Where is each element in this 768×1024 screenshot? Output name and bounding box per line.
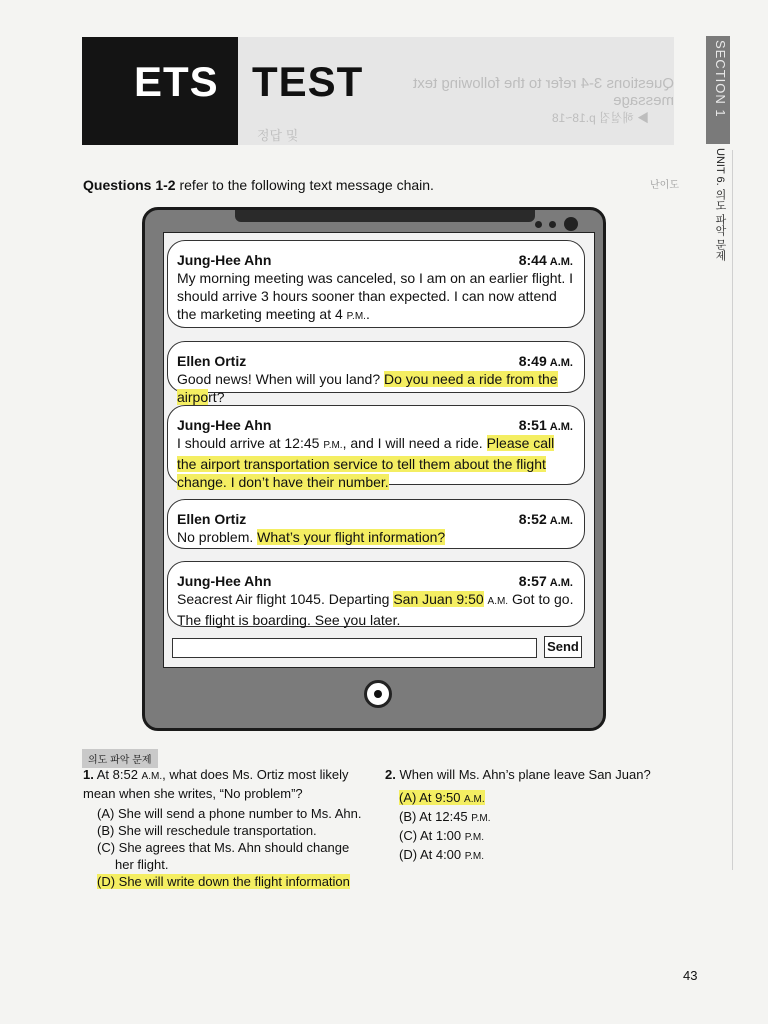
option-a[interactable]: (A) She will send a phone number to Ms. Ahn. xyxy=(97,806,362,821)
ghost-text: Questions 3-4 refer to the following text message xyxy=(413,75,674,109)
sender-name: Jung-Hee Ahn xyxy=(177,417,272,433)
question-1-stem: 1. At 8:52 A.M., what does Ms. Ortiz most likely mean when she writes, “No problem”? xyxy=(83,767,349,801)
message-text: I should arrive at 12:45 P.M., and I will need a ride. Please call the airport transportation service to tell them about the flight change. I don’t have their number. xyxy=(177,435,555,490)
question-type-tag: 의도 파악 문제 xyxy=(82,749,158,768)
message-bubble xyxy=(167,341,585,405)
camera-lens-icon xyxy=(564,217,578,231)
page-number: 43 xyxy=(683,968,698,983)
question-2-stem: 2. When will Ms. Ahn’s plane leave San Juan? xyxy=(385,767,651,782)
message-text: Good news! When will you land? Do you need a ride from the airport? xyxy=(177,371,558,405)
message-text: My morning meeting was canceled, so I am on an earlier flight. I should arrive 3 hours sooner than expected. I can now attend the marketing meeting at 4 P.M.. xyxy=(177,270,574,322)
questions-range: Questions 1-2 xyxy=(83,177,176,193)
ghost-small: 정답 및 xyxy=(257,128,299,143)
message-text: No problem. What’s your flight information? xyxy=(177,529,446,545)
message-bubble xyxy=(167,561,585,627)
message-input[interactable] xyxy=(172,638,537,658)
intro-text: refer to the following text message chain. xyxy=(175,177,434,193)
sender-name: Ellen Ortiz xyxy=(177,511,247,527)
sender-name: Ellen Ortiz xyxy=(177,353,247,369)
camera-dot-icon xyxy=(535,221,542,228)
option-b[interactable]: (B) She will reschedule transportation. xyxy=(97,823,317,838)
message-text: Seacrest Air flight 1045. Departing San Juan 9:50 A.M. Got to go. The flight is boarding. See you later. xyxy=(177,591,574,628)
questions-intro xyxy=(83,177,434,193)
phone-speaker xyxy=(235,210,535,222)
home-button-dot-icon xyxy=(374,690,382,698)
difficulty-note: 난이도 xyxy=(650,180,679,191)
option-d[interactable]: (D) At 4:00 P.M. xyxy=(399,847,485,862)
message-time: 8:51 A.M. xyxy=(518,417,573,433)
option-d[interactable]: (D) She will write down the flight information xyxy=(97,874,350,889)
sender-name: Jung-Hee Ahn xyxy=(177,252,272,268)
message-time: 8:52 A.M. xyxy=(518,511,573,527)
option-c-continued: her flight. xyxy=(115,857,169,872)
message-time: 8:57 A.M. xyxy=(518,573,573,589)
option-c[interactable]: (C) She agrees that Ms. Ahn should change xyxy=(97,840,350,855)
ghost-badge: ▶ 해설집 p.18~18 xyxy=(552,111,650,125)
ets-title: ETS xyxy=(134,58,219,105)
message-bubble xyxy=(167,240,585,328)
message-bubble xyxy=(167,499,585,549)
camera-dot-icon xyxy=(549,221,556,228)
message-time: 8:49 A.M. xyxy=(518,353,573,369)
message-time: 8:44 A.M. xyxy=(518,252,573,268)
side-divider xyxy=(732,150,733,870)
option-c[interactable]: (C) At 1:00 P.M. xyxy=(399,828,485,843)
option-b[interactable]: (B) At 12:45 P.M. xyxy=(399,809,491,824)
test-title: TEST xyxy=(252,58,364,105)
question-1 xyxy=(83,766,367,890)
message-bubble xyxy=(167,405,585,490)
section-tab-label: SECTION 1 xyxy=(713,40,728,118)
option-a[interactable]: (A) At 9:50 A.M. xyxy=(399,790,485,805)
unit-label: UNIT 6. 의도 파악 문제 xyxy=(714,148,726,261)
send-button[interactable]: Send xyxy=(544,636,582,658)
sender-name: Jung-Hee Ahn xyxy=(177,573,272,589)
question-2 xyxy=(385,766,685,865)
